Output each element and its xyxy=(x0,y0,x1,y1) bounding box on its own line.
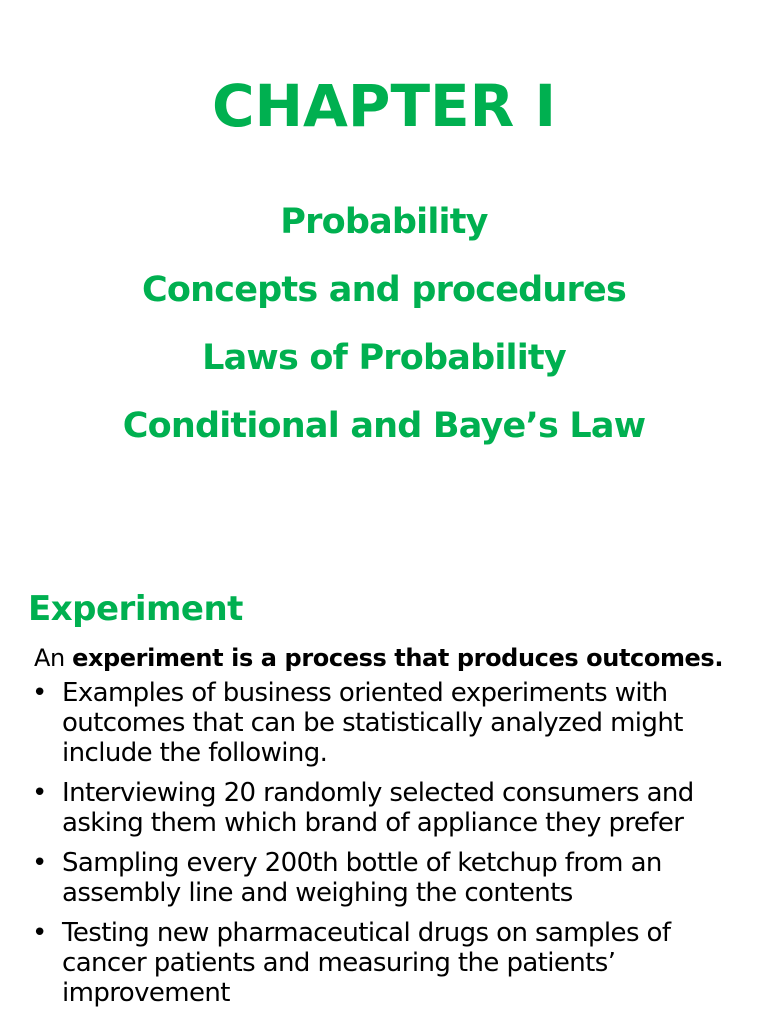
list-item xyxy=(0,848,768,908)
bullet-icon: • xyxy=(32,918,47,948)
topic-concepts-procedures: Concepts and procedures xyxy=(142,270,626,310)
chapter-heading: CHAPTER I xyxy=(211,72,557,140)
list-item xyxy=(0,778,768,838)
topic-probability: Probability xyxy=(280,202,488,242)
experiment-slide xyxy=(0,580,768,1024)
bullet-text: Examples of business oriented experiments with outcomes that can be statistically analyzed might include the following. xyxy=(62,678,683,768)
definition-prefix: An xyxy=(34,644,73,672)
bullet-icon: • xyxy=(32,848,47,878)
definition-bold: experiment is a process that produces outcomes. xyxy=(72,644,724,672)
bullet-text: Sampling every 200th bottle of ketchup from an assembly line and weighing the contents xyxy=(62,848,662,908)
bullet-icon: • xyxy=(32,778,47,808)
experiment-definition xyxy=(34,638,768,678)
list-item xyxy=(0,678,768,768)
list-item xyxy=(0,918,768,1008)
experiment-heading: Experiment xyxy=(28,589,243,629)
bullet-icon: • xyxy=(32,678,47,708)
title-slide xyxy=(0,62,768,522)
topic-laws-of-probability: Laws of Probability xyxy=(202,338,566,378)
bullet-text: Testing new pharmaceutical drugs on samples of cancer patients and measuring the patients’ improvement xyxy=(62,918,671,1008)
experiment-examples-list xyxy=(0,678,768,1008)
topic-conditional-bayes-law: Conditional and Baye’s Law xyxy=(122,406,646,446)
chapter-topics-list xyxy=(0,188,768,460)
bullet-text: Interviewing 20 randomly selected consumers and asking them which brand of appliance they prefer xyxy=(62,778,694,838)
